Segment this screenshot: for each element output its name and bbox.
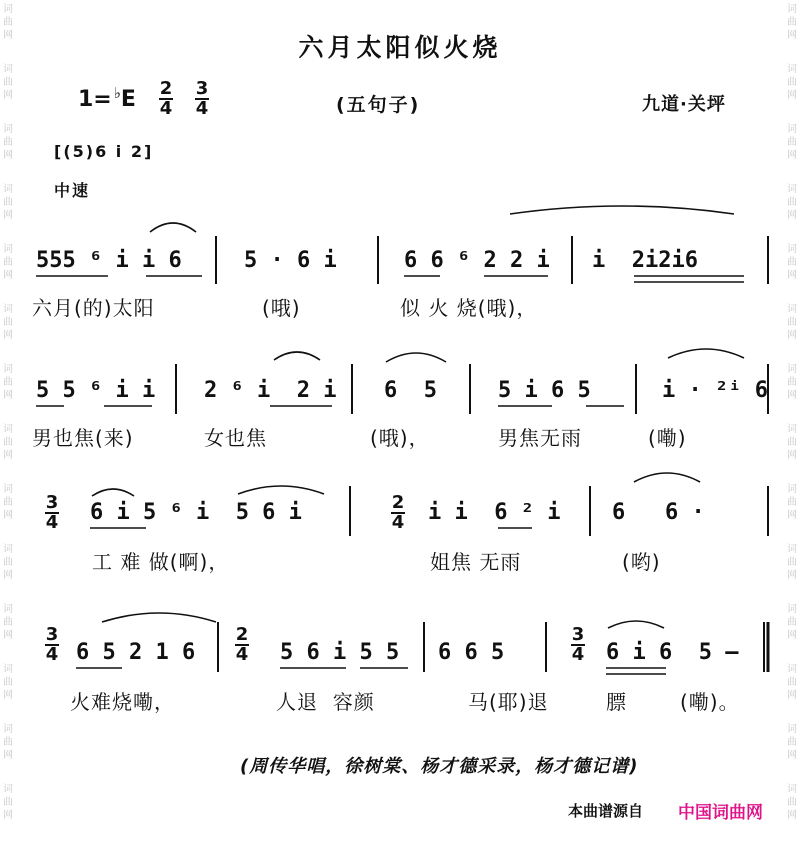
watermark-char: 曲 bbox=[787, 137, 797, 148]
watermark-char: 词 bbox=[787, 364, 797, 375]
slur bbox=[634, 473, 700, 482]
system-4-lyric-1: 火难烧嘞， bbox=[70, 690, 175, 714]
watermark-char: 网 bbox=[3, 210, 13, 221]
system-3-lyric-1: 工 难 做(啊)， bbox=[92, 550, 230, 574]
watermark-char: 词 bbox=[787, 244, 797, 255]
watermark-char: 网 bbox=[787, 390, 797, 401]
system-4-measure-2-notes: 5 6 i 5 5 bbox=[280, 640, 400, 665]
system-3-lyric-2: 姐焦 无雨 bbox=[430, 550, 522, 574]
watermark-char: 曲 bbox=[3, 797, 13, 808]
watermark-char: 词 bbox=[3, 664, 13, 675]
slur bbox=[150, 223, 196, 232]
watermark-char: 词 bbox=[3, 304, 13, 315]
watermark-char: 词 bbox=[787, 664, 797, 675]
system-1-measure-1-notes: 555 ⁶ i i 6 bbox=[36, 248, 182, 273]
score-title: 六月太阳似火烧 bbox=[298, 33, 502, 62]
watermark-char: 曲 bbox=[787, 77, 797, 88]
watermark-char: 网 bbox=[3, 330, 13, 341]
system-2-lyric-1: 男也焦(来) bbox=[32, 426, 134, 450]
system-1-measure-4-notes: i 2i2i6 bbox=[592, 248, 698, 273]
source-site-link[interactable]: 中国词曲网 bbox=[678, 803, 763, 823]
watermark-char: 词 bbox=[787, 184, 797, 195]
watermark-char: 曲 bbox=[787, 497, 797, 508]
watermark-char: 词 bbox=[3, 544, 13, 555]
watermark-char: 曲 bbox=[3, 377, 13, 388]
watermark-char: 词 bbox=[3, 604, 13, 615]
system-4-measure-3-notes: 6 6 5 bbox=[438, 640, 505, 665]
watermark-char: 网 bbox=[3, 510, 13, 521]
watermark-char: 曲 bbox=[787, 557, 797, 568]
watermark-char: 网 bbox=[787, 150, 797, 161]
watermark-char: 词 bbox=[787, 544, 797, 555]
phrase-slur bbox=[102, 613, 216, 622]
watermark-char: 词 bbox=[787, 604, 797, 615]
slur bbox=[92, 489, 134, 496]
watermark-char: 词 bbox=[3, 244, 13, 255]
system-1-measure-3-notes: 6 6 ⁶ 2 2 i bbox=[404, 248, 550, 273]
watermark-char: 词 bbox=[787, 484, 797, 495]
watermark-char: 网 bbox=[3, 30, 13, 41]
system-3-time-signature-2: 2 4 bbox=[391, 492, 405, 533]
origin-label: 九道·关坪 bbox=[642, 94, 726, 115]
source-label: 本曲谱源自 bbox=[568, 802, 644, 820]
system-3-lyric-3: (哟) bbox=[622, 550, 661, 574]
watermark-char: 网 bbox=[787, 30, 797, 41]
watermark-char: 词 bbox=[787, 4, 797, 15]
watermark-char: 曲 bbox=[3, 737, 13, 748]
system-4-time-signature-2: 2 4 bbox=[235, 624, 249, 665]
watermark-char: 网 bbox=[3, 570, 13, 581]
slur bbox=[274, 352, 320, 360]
watermark-char: 网 bbox=[3, 630, 13, 641]
watermark-char: 网 bbox=[787, 690, 797, 701]
watermark-char: 词 bbox=[3, 64, 13, 75]
watermark-char: 曲 bbox=[3, 197, 13, 208]
watermark-char: 网 bbox=[3, 450, 13, 461]
system-3-measure-3-notes: 6 6 · bbox=[612, 500, 705, 525]
system-3-time-signature: 3 4 bbox=[45, 492, 59, 533]
system-2-lyric-2: 女也焦 bbox=[204, 426, 267, 450]
system-1-lyric-1: 六月(的)太阳 bbox=[32, 296, 155, 320]
tempo-marking: 中速 bbox=[54, 181, 91, 200]
slur bbox=[608, 621, 664, 628]
system-2-measure-4-notes: 5 i 6 5 bbox=[498, 378, 591, 403]
watermark-char: 曲 bbox=[787, 17, 797, 28]
key-signature: 1= ♭E bbox=[78, 84, 136, 112]
slur bbox=[386, 353, 446, 362]
system-2-measure-5-notes: i · ²ⁱ 6 bbox=[662, 378, 768, 403]
watermark-char: 曲 bbox=[787, 317, 797, 328]
watermark-char: 网 bbox=[787, 750, 797, 761]
watermark-char: 网 bbox=[787, 270, 797, 281]
watermark-char: 词 bbox=[787, 724, 797, 735]
slur bbox=[238, 486, 324, 494]
watermark-char: 曲 bbox=[787, 797, 797, 808]
watermark-char: 曲 bbox=[787, 677, 797, 688]
watermark-char: 曲 bbox=[787, 197, 797, 208]
system-4-lyric-4: 膘 bbox=[606, 690, 627, 714]
watermark-char: 网 bbox=[787, 810, 797, 821]
slur bbox=[668, 349, 744, 358]
watermark-char: 词 bbox=[3, 4, 13, 15]
time-signature-2-4: 2 4 bbox=[159, 78, 173, 119]
system-4-measure-1-notes: 6 5 2 1 6 bbox=[76, 640, 196, 665]
watermark-char: 网 bbox=[3, 750, 13, 761]
watermark-char: 词 bbox=[3, 424, 13, 435]
system-1-measure-2-notes: 5 · 6 i bbox=[244, 248, 337, 273]
time-signature-3-4: 3 4 bbox=[195, 78, 209, 119]
watermark-char: 词 bbox=[787, 304, 797, 315]
watermark-char: 词 bbox=[787, 784, 797, 795]
watermark-char: 词 bbox=[3, 784, 13, 795]
system-4-measure-4-notes: 6 i 6 5 – bbox=[606, 640, 739, 665]
system-3-measure-1-notes: 6 i 5 ⁶ i 5 6 i bbox=[90, 500, 302, 525]
watermark-char: 词 bbox=[787, 64, 797, 75]
watermark-char: 曲 bbox=[3, 617, 13, 628]
watermark-char: 曲 bbox=[3, 317, 13, 328]
watermark-char: 曲 bbox=[787, 737, 797, 748]
watermark-char: 网 bbox=[3, 270, 13, 281]
system-1-lyric-3: 似 火 烧(哦)， bbox=[400, 296, 538, 320]
watermark-char: 曲 bbox=[787, 377, 797, 388]
system-2-lyric-4: 男焦无雨 bbox=[498, 426, 582, 450]
watermark-char: 网 bbox=[787, 510, 797, 521]
phrase-slur bbox=[510, 206, 734, 214]
watermark-char: 网 bbox=[3, 690, 13, 701]
watermark-char: 曲 bbox=[787, 257, 797, 268]
watermark-char: 网 bbox=[787, 630, 797, 641]
system-4-lyric-5: (嘞)。 bbox=[680, 690, 740, 714]
watermark-char: 网 bbox=[787, 90, 797, 101]
watermark-char: 网 bbox=[787, 330, 797, 341]
watermark-char: 词 bbox=[3, 724, 13, 735]
watermark-char: 网 bbox=[3, 390, 13, 401]
system-4-time-signature-3: 3 4 bbox=[571, 624, 585, 665]
system-2-measure-1-notes: 5 5 ⁶ i i bbox=[36, 378, 156, 403]
watermark-char: 曲 bbox=[3, 257, 13, 268]
watermark-char: 曲 bbox=[3, 497, 13, 508]
watermark-char: 网 bbox=[3, 150, 13, 161]
watermark-char: 曲 bbox=[3, 137, 13, 148]
watermark-char: 网 bbox=[3, 810, 13, 821]
watermark-char: 曲 bbox=[787, 617, 797, 628]
watermark-char: 曲 bbox=[3, 437, 13, 448]
system-3-measure-2-notes: i i 6 ² i bbox=[428, 500, 561, 525]
credit-line: (周传华唱，徐树棠、杨才德采录，杨才德记谱) bbox=[240, 756, 639, 777]
watermark-char: 词 bbox=[3, 484, 13, 495]
system-4-time-signature: 3 4 bbox=[45, 624, 59, 665]
system-4-lyric-3: 马(耶)退 bbox=[468, 690, 549, 714]
watermark-char: 词 bbox=[3, 124, 13, 135]
intro-motif: [(5)6 i 2] bbox=[54, 142, 154, 161]
system-4-lyric-2: 人退 容颜 bbox=[276, 690, 375, 714]
watermark-char: 曲 bbox=[3, 557, 13, 568]
watermark-char: 曲 bbox=[3, 17, 13, 28]
system-1-lyric-2: (哦) bbox=[262, 296, 301, 320]
watermark-char: 词 bbox=[787, 124, 797, 135]
subtitle: (五句子) bbox=[336, 94, 421, 116]
watermark-char: 网 bbox=[787, 210, 797, 221]
watermark-char: 网 bbox=[787, 450, 797, 461]
watermark-char: 词 bbox=[3, 184, 13, 195]
system-2-measure-3-notes: 6 5 bbox=[384, 378, 437, 403]
watermark-char: 词 bbox=[787, 424, 797, 435]
watermark-char: 曲 bbox=[3, 677, 13, 688]
watermark-char: 网 bbox=[3, 90, 13, 101]
watermark-char: 词 bbox=[3, 364, 13, 375]
system-2-lyric-5: (嘞) bbox=[648, 426, 687, 450]
watermark-char: 网 bbox=[787, 570, 797, 581]
watermark-char: 曲 bbox=[787, 437, 797, 448]
watermark-char: 曲 bbox=[3, 77, 13, 88]
system-2-lyric-3: (哦)， bbox=[370, 426, 430, 450]
system-2-measure-2-notes: 2 ⁶ i 2 i bbox=[204, 378, 337, 403]
